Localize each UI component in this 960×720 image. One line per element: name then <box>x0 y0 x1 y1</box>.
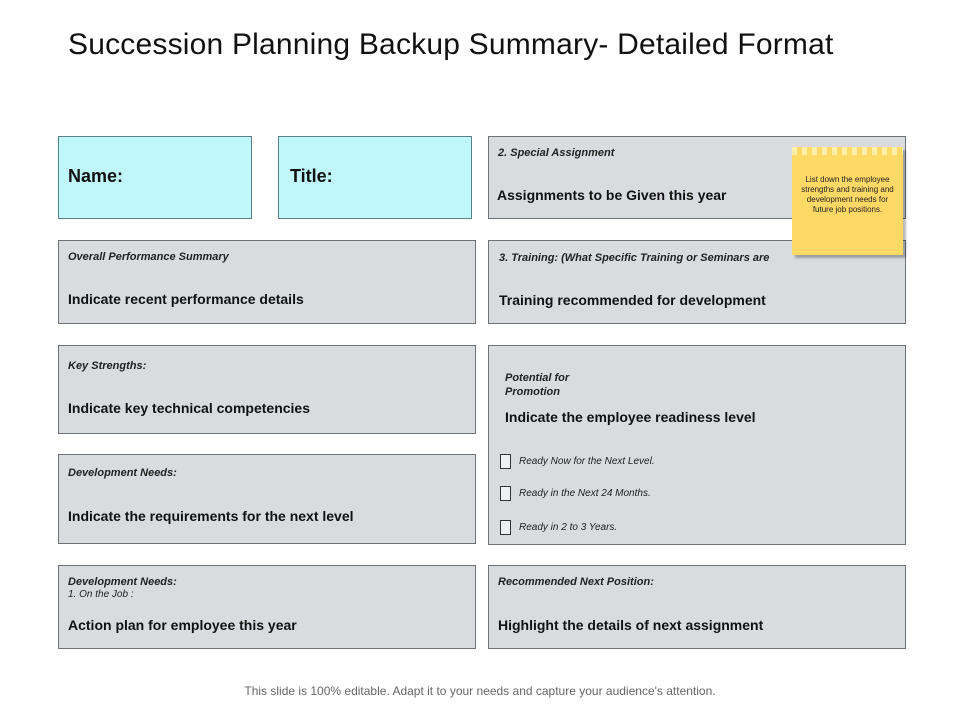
development-needs-job-heading: Development Needs: <box>68 576 177 588</box>
ready-2-3-years-checkbox[interactable] <box>500 520 511 535</box>
potential-promotion-value: Indicate the employee readiness level <box>505 409 756 425</box>
development-needs-job-box[interactable] <box>58 565 476 649</box>
name-label: Name: <box>68 166 124 186</box>
ready-now-label: Ready Now for the Next Level. <box>519 456 655 467</box>
key-strengths-box[interactable] <box>58 345 476 434</box>
sticky-note <box>792 147 903 255</box>
title-label: Title: <box>290 166 333 186</box>
name-box[interactable] <box>58 136 252 219</box>
ready-24-months-checkbox[interactable] <box>500 486 511 501</box>
development-needs-box[interactable] <box>58 454 476 544</box>
title-box[interactable] <box>278 136 472 219</box>
training-heading: 3. Training: (What Specific Training or Seminars are <box>499 252 770 264</box>
key-strengths-value: Indicate key technical competencies <box>68 400 310 416</box>
sticky-note-text: List down the employee strengths and training and development needs for future job positions. <box>801 175 894 214</box>
development-needs-job-value: Action plan for employee this year <box>68 617 297 633</box>
ready-24-months-label: Ready in the Next 24 Months. <box>519 488 651 499</box>
ready-2-3-years-label: Ready in 2 to 3 Years. <box>519 522 618 533</box>
ready-now-checkbox[interactable] <box>500 454 511 469</box>
key-strengths-heading: Key Strengths: <box>68 360 147 372</box>
training-value: Training recommended for development <box>499 292 766 308</box>
performance-summary-heading: Overall Performance Summary <box>68 251 229 263</box>
development-needs-job-subheading: 1. On the Job : <box>68 589 134 600</box>
potential-promotion-box[interactable] <box>488 345 906 545</box>
performance-summary-box[interactable] <box>58 240 476 324</box>
slide-title: Succession Planning Backup Summary- Detailed Format <box>68 28 834 61</box>
next-position-box[interactable] <box>488 565 906 649</box>
next-position-heading: Recommended Next Position: <box>498 576 654 588</box>
sticky-note-perforation <box>792 147 903 155</box>
footer-note: This slide is 100% editable. Adapt it to your needs and capture your audience's attention. <box>244 684 716 698</box>
development-needs-heading: Development Needs: <box>68 467 177 479</box>
next-position-value: Highlight the details of next assignment <box>498 617 764 633</box>
potential-promotion-heading-line2: Promotion <box>505 386 560 398</box>
special-assignment-value: Assignments to be Given this year <box>497 187 727 203</box>
potential-promotion-heading-line1: Potential for <box>505 372 570 384</box>
performance-summary-value: Indicate recent performance details <box>68 291 304 307</box>
special-assignment-heading: 2. Special Assignment <box>498 147 615 159</box>
development-needs-value: Indicate the requirements for the next level <box>68 508 354 524</box>
